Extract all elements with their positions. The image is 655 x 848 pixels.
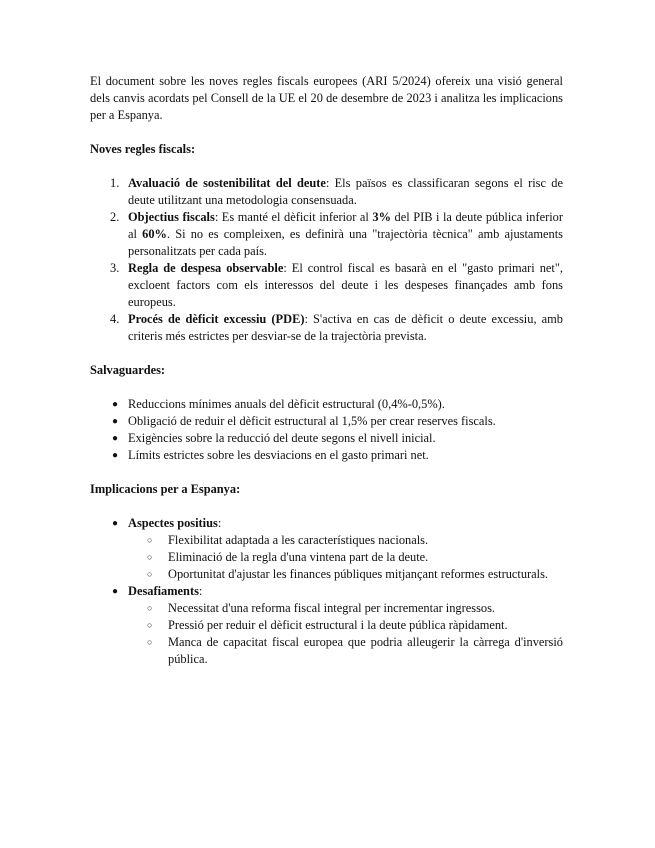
group-suffix: : (198, 584, 203, 598)
circle-bullet-icon: ○ (147, 603, 153, 613)
list-number: 4. (110, 312, 120, 326)
item-text: : El control fiscal es basarà en el "gasto primari net", excloent factors com els interessos del deute i les despeses finançades amb fons europeus. (128, 261, 564, 309)
group-title: Desafiaments (128, 584, 199, 598)
item-emphasis: 3% (372, 210, 391, 224)
item-text: Manca de capacitat fiscal europea que podria alleugerir la càrrega d'inversió pública. (168, 635, 563, 666)
list-item (90, 311, 563, 345)
salvaguardes-list (90, 396, 563, 464)
item-text: Obligació de reduir el dèficit estructural al 1,5% per crear reserves fiscals. (128, 414, 496, 428)
item-emphasis: 60% (142, 227, 167, 241)
list-item (90, 175, 563, 209)
list-item (90, 413, 563, 430)
list-number: 3. (110, 261, 120, 275)
item-text: Exigències sobre la reducció del deute segons el nivell inicial. (128, 431, 436, 445)
item-text: Necessitat d'una reforma fiscal integral per incrementar ingressos. (168, 601, 496, 615)
item-text: Límits estrictes sobre les desviacions en el gasto primari net. (128, 448, 429, 462)
sub-list-item (90, 634, 563, 668)
circle-bullet-icon: ○ (147, 552, 153, 562)
item-text: Reduccions mínimes anuals del dèficit estructural (0,4%-0,5%). (128, 397, 445, 411)
item-title: Procés de dèficit excessiu (PDE) (128, 312, 305, 326)
circle-bullet-icon: ○ (147, 620, 153, 630)
bullet-icon: ● (112, 433, 119, 444)
item-text: Oportunitat d'ajustar les finances públiques mitjançant reformes estructurals. (168, 567, 549, 581)
item-text: Eliminació de la regla d'una vintena part de la deute. (168, 550, 429, 564)
list-number: 1. (110, 176, 120, 190)
sub-list-item (90, 532, 563, 549)
bullet-icon: ● (112, 416, 119, 427)
item-text: . Si no es compleixen, es definirà una "trajectòria tècnica" amb ajustaments personalitzats per cada país. (128, 227, 563, 258)
group-suffix: : (217, 516, 222, 530)
item-title: Regla de despesa observable (128, 261, 284, 275)
bullet-icon: ● (112, 518, 119, 529)
intro-paragraph: El document sobre les noves regles fiscals europees (ARI 5/2024) ofereix una visió general dels canvis acordats pel Consell de la UE el 20 de desembre de 2023 i analitza les implicacions per a Espanya. (90, 74, 563, 122)
list-item (90, 430, 563, 447)
circle-bullet-icon: ○ (147, 535, 153, 545)
list-item (90, 447, 563, 464)
list-number: 2. (110, 210, 120, 224)
circle-bullet-icon: ○ (147, 569, 153, 579)
aspectes-positius-list (128, 532, 563, 583)
list-item (90, 515, 563, 583)
section-heading-implicacions: Implicacions per a Espanya: (90, 482, 241, 496)
item-text: Pressió per reduir el dèficit estructural i la deute pública ràpidament. (168, 618, 508, 632)
sub-list-item (90, 617, 563, 634)
group-title: Aspectes positius (128, 516, 218, 530)
list-item (90, 260, 563, 311)
desafiaments-list (128, 600, 563, 668)
item-title: Objectius fiscals (128, 210, 215, 224)
bullet-icon: ● (112, 586, 119, 597)
section-heading-salvaguardes: Salvaguardes: (90, 363, 166, 377)
sub-list-item (90, 566, 563, 583)
item-text: del PIB i la deute pública inferior al (128, 210, 563, 241)
bullet-icon: ● (112, 450, 119, 461)
item-text: : Els països es classificaran segons el risc de deute utilitzant una metodologia consensuada. (128, 176, 563, 207)
noves-regles-list (90, 175, 563, 345)
circle-bullet-icon: ○ (147, 637, 153, 647)
item-text: : Es manté el dèficit inferior al (214, 210, 373, 224)
list-item (90, 396, 563, 413)
sub-list-item (90, 549, 563, 566)
section-heading-noves-regles: Noves regles fiscals: (90, 142, 196, 156)
list-item (90, 209, 563, 260)
implicacions-list (90, 515, 563, 668)
item-title: Avaluació de sostenibilitat del deute (128, 176, 326, 190)
bullet-icon: ● (112, 399, 119, 410)
document-body (90, 73, 563, 685)
sub-list-item (90, 600, 563, 617)
item-text: Flexibilitat adaptada a les característiques nacionals. (168, 533, 429, 547)
item-text: : S'activa en cas de dèficit o deute excessiu, amb criteris més estrictes per desviar-se de la trajectòria prevista. (128, 312, 563, 343)
list-item (90, 583, 563, 668)
